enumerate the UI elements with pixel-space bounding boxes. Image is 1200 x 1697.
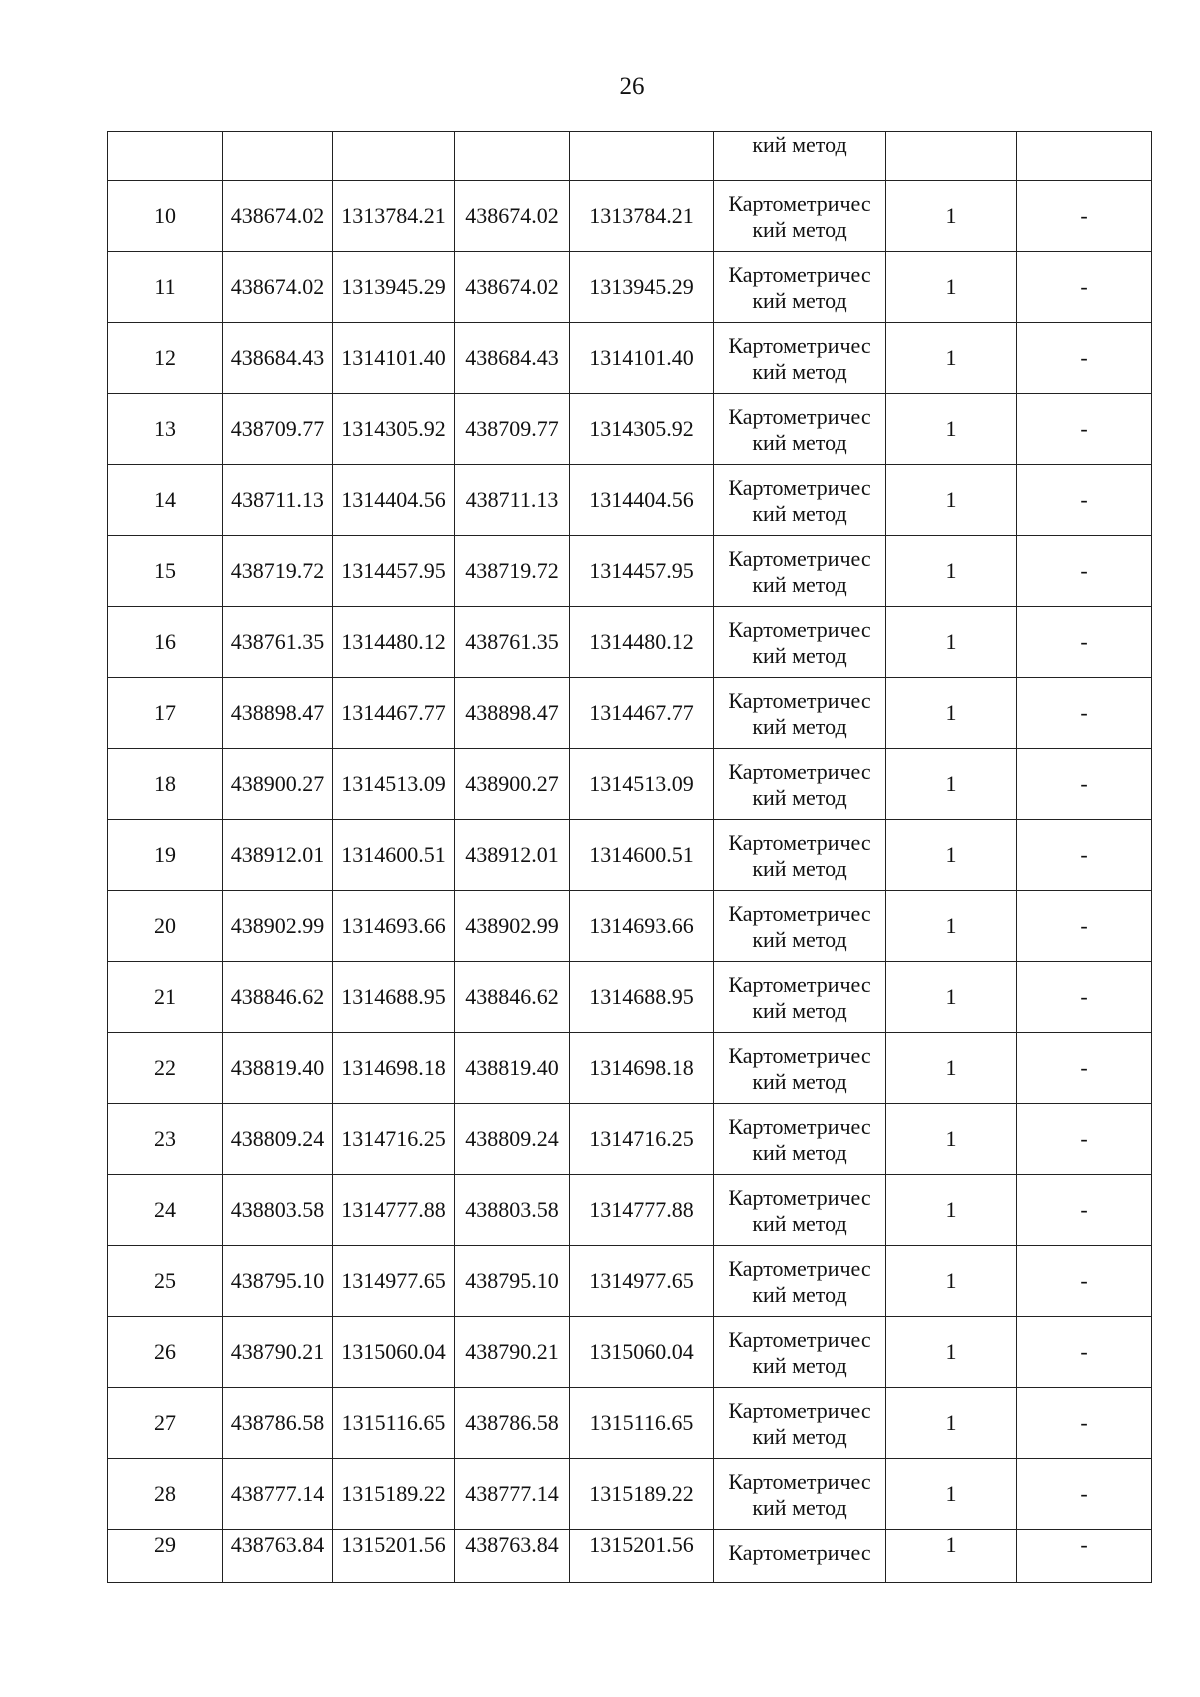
method-text: Картометричес bbox=[728, 190, 871, 216]
table-row bbox=[108, 678, 1152, 749]
table-row bbox=[108, 891, 1152, 962]
method-text: кий метод bbox=[752, 287, 847, 313]
cell-note: - bbox=[1017, 465, 1152, 536]
cell-method bbox=[714, 252, 886, 323]
cell-accuracy: 1 bbox=[886, 1388, 1017, 1459]
cell-x-old: 438763.84 bbox=[223, 1530, 333, 1583]
cell-number: 16 bbox=[108, 607, 223, 678]
method-text: Картометричес bbox=[728, 1397, 871, 1423]
method-text: кий метод bbox=[752, 1210, 847, 1236]
table-row bbox=[108, 1104, 1152, 1175]
cell-note: - bbox=[1017, 1530, 1152, 1583]
cell-x-new: 438795.10 bbox=[455, 1246, 570, 1317]
cell-x-old: 438674.02 bbox=[223, 252, 333, 323]
cell-y-new: 1314716.25 bbox=[570, 1104, 714, 1175]
cell-y-old: 1314698.18 bbox=[333, 1033, 455, 1104]
cell-x-old: 438709.77 bbox=[223, 394, 333, 465]
cell-y-old: 1314513.09 bbox=[333, 749, 455, 820]
cell-accuracy: 1 bbox=[886, 962, 1017, 1033]
cell-method bbox=[714, 1388, 886, 1459]
cell-y-new: 1313784.21 bbox=[570, 181, 714, 252]
cell-method bbox=[714, 1317, 886, 1388]
cell-number: 28 bbox=[108, 1459, 223, 1530]
method-text: кий метод bbox=[752, 1423, 847, 1449]
cell-y-new bbox=[570, 132, 714, 181]
cell-x-old: 438795.10 bbox=[223, 1246, 333, 1317]
cell-number: 29 bbox=[108, 1530, 223, 1583]
cell-y-new: 1314513.09 bbox=[570, 749, 714, 820]
cell-x-new: 438790.21 bbox=[455, 1317, 570, 1388]
cell-note: - bbox=[1017, 749, 1152, 820]
cell-method bbox=[714, 678, 886, 749]
cell-number: 10 bbox=[108, 181, 223, 252]
table-row bbox=[108, 1388, 1152, 1459]
method-text: кий метод bbox=[752, 997, 847, 1023]
cell-accuracy: 1 bbox=[886, 181, 1017, 252]
method-text: Картометричес bbox=[728, 687, 871, 713]
cell-method bbox=[714, 465, 886, 536]
method-text: Картометричес bbox=[728, 545, 871, 571]
cell-x-old: 438790.21 bbox=[223, 1317, 333, 1388]
cell-number bbox=[108, 132, 223, 181]
cell-y-old: 1314716.25 bbox=[333, 1104, 455, 1175]
cell-method bbox=[714, 394, 886, 465]
cell-x-old: 438786.58 bbox=[223, 1388, 333, 1459]
method-text: Картометричес bbox=[728, 758, 871, 784]
cell-method bbox=[714, 1033, 886, 1104]
cell-accuracy: 1 bbox=[886, 1530, 1017, 1583]
table-row bbox=[108, 607, 1152, 678]
cell-y-old: 1314467.77 bbox=[333, 678, 455, 749]
cell-method bbox=[714, 1459, 886, 1530]
cell-y-new: 1315189.22 bbox=[570, 1459, 714, 1530]
method-text: кий метод bbox=[752, 429, 847, 455]
cell-y-old: 1315201.56 bbox=[333, 1530, 455, 1583]
cell-y-new: 1313945.29 bbox=[570, 252, 714, 323]
cell-x-old: 438674.02 bbox=[223, 181, 333, 252]
cell-y-old: 1313945.29 bbox=[333, 252, 455, 323]
cell-method bbox=[714, 1175, 886, 1246]
table-row bbox=[108, 394, 1152, 465]
cell-accuracy: 1 bbox=[886, 749, 1017, 820]
cell-x-new: 438674.02 bbox=[455, 252, 570, 323]
table-row bbox=[108, 1033, 1152, 1104]
cell-x-new: 438719.72 bbox=[455, 536, 570, 607]
cell-number: 19 bbox=[108, 820, 223, 891]
table-row bbox=[108, 181, 1152, 252]
cell-number: 18 bbox=[108, 749, 223, 820]
method-text: кий метод bbox=[752, 713, 847, 739]
method-text: Картометричес bbox=[728, 1255, 871, 1281]
cell-note: - bbox=[1017, 1246, 1152, 1317]
cell-number: 26 bbox=[108, 1317, 223, 1388]
cell-x-old: 438846.62 bbox=[223, 962, 333, 1033]
cell-x-new: 438819.40 bbox=[455, 1033, 570, 1104]
method-text: кий метод bbox=[752, 1352, 847, 1378]
method-text: кий метод bbox=[752, 358, 847, 384]
cell-y-new: 1314698.18 bbox=[570, 1033, 714, 1104]
table-row bbox=[108, 749, 1152, 820]
method-text: кий метод bbox=[752, 642, 847, 668]
cell-note: - bbox=[1017, 394, 1152, 465]
cell-y-old: 1314600.51 bbox=[333, 820, 455, 891]
cell-y-new: 1314467.77 bbox=[570, 678, 714, 749]
method-text: кий метод bbox=[752, 500, 847, 526]
method-text: кий метод bbox=[752, 1281, 847, 1307]
table-row bbox=[108, 1246, 1152, 1317]
cell-number: 11 bbox=[108, 252, 223, 323]
cell-x-new: 438846.62 bbox=[455, 962, 570, 1033]
method-text: Картометричес bbox=[728, 261, 871, 287]
cell-y-old: 1314480.12 bbox=[333, 607, 455, 678]
page-number: 26 bbox=[619, 73, 645, 100]
cell-accuracy: 1 bbox=[886, 1175, 1017, 1246]
method-text: Картометричес bbox=[728, 474, 871, 500]
cell-y-old: 1313784.21 bbox=[333, 181, 455, 252]
table-row bbox=[108, 1530, 1152, 1583]
cell-note: - bbox=[1017, 252, 1152, 323]
cell-x-new: 438900.27 bbox=[455, 749, 570, 820]
cell-x-old: 438809.24 bbox=[223, 1104, 333, 1175]
method-text: кий метод bbox=[752, 1068, 847, 1094]
cell-y-old: 1314101.40 bbox=[333, 323, 455, 394]
method-text: Картометричес bbox=[728, 900, 871, 926]
cell-y-new: 1315060.04 bbox=[570, 1317, 714, 1388]
cell-y-old: 1314457.95 bbox=[333, 536, 455, 607]
table-body bbox=[108, 132, 1152, 1583]
cell-y-new: 1314305.92 bbox=[570, 394, 714, 465]
cell-number: 21 bbox=[108, 962, 223, 1033]
method-text: кий метод bbox=[752, 784, 847, 810]
cell-x-old: 438912.01 bbox=[223, 820, 333, 891]
cell-number: 13 bbox=[108, 394, 223, 465]
cell-method bbox=[714, 323, 886, 394]
method-text: кий метод bbox=[752, 1494, 847, 1520]
method-text: Картометричес bbox=[728, 1184, 871, 1210]
cell-accuracy: 1 bbox=[886, 891, 1017, 962]
cell-number: 17 bbox=[108, 678, 223, 749]
cell-method bbox=[714, 181, 886, 252]
cell-x-new: 438684.43 bbox=[455, 323, 570, 394]
cell-accuracy: 1 bbox=[886, 820, 1017, 891]
method-text: Картометричес bbox=[728, 1540, 871, 1565]
cell-accuracy: 1 bbox=[886, 1459, 1017, 1530]
cell-accuracy: 1 bbox=[886, 1246, 1017, 1317]
method-text: кий метод bbox=[752, 216, 847, 242]
cell-accuracy: 1 bbox=[886, 1033, 1017, 1104]
cell-y-old: 1315189.22 bbox=[333, 1459, 455, 1530]
cell-note: - bbox=[1017, 1459, 1152, 1530]
cell-x-new: 438803.58 bbox=[455, 1175, 570, 1246]
cell-accuracy: 1 bbox=[886, 1104, 1017, 1175]
cell-note: - bbox=[1017, 1388, 1152, 1459]
cell-number: 12 bbox=[108, 323, 223, 394]
cell-y-old: 1314305.92 bbox=[333, 394, 455, 465]
cell-note: - bbox=[1017, 820, 1152, 891]
method-text: кий метод bbox=[752, 132, 847, 157]
table-row bbox=[108, 536, 1152, 607]
cell-y-new: 1314977.65 bbox=[570, 1246, 714, 1317]
cell-y-new: 1314600.51 bbox=[570, 820, 714, 891]
method-text: Картометричес bbox=[728, 1468, 871, 1494]
cell-x-new: 438709.77 bbox=[455, 394, 570, 465]
cell-x-old: 438719.72 bbox=[223, 536, 333, 607]
method-text: Картометричес bbox=[728, 1326, 871, 1352]
cell-x-old: 438803.58 bbox=[223, 1175, 333, 1246]
cell-note: - bbox=[1017, 181, 1152, 252]
cell-y-new: 1314480.12 bbox=[570, 607, 714, 678]
table-row bbox=[108, 1175, 1152, 1246]
cell-number: 25 bbox=[108, 1246, 223, 1317]
cell-x-old: 438900.27 bbox=[223, 749, 333, 820]
cell-method bbox=[714, 1530, 886, 1583]
method-text: Картометричес bbox=[728, 403, 871, 429]
cell-note: - bbox=[1017, 323, 1152, 394]
cell-method bbox=[714, 820, 886, 891]
method-text: Картометричес bbox=[728, 616, 871, 642]
method-text: кий метод bbox=[752, 855, 847, 881]
cell-note: - bbox=[1017, 1317, 1152, 1388]
cell-y-old: 1315116.65 bbox=[333, 1388, 455, 1459]
cell-y-new: 1315116.65 bbox=[570, 1388, 714, 1459]
cell-y-new: 1314693.66 bbox=[570, 891, 714, 962]
cell-y-old: 1314404.56 bbox=[333, 465, 455, 536]
cell-x-new: 438674.02 bbox=[455, 181, 570, 252]
cell-accuracy bbox=[886, 132, 1017, 181]
cell-number: 15 bbox=[108, 536, 223, 607]
cell-x-old: 438761.35 bbox=[223, 607, 333, 678]
cell-number: 20 bbox=[108, 891, 223, 962]
cell-y-new: 1314404.56 bbox=[570, 465, 714, 536]
cell-y-new: 1314777.88 bbox=[570, 1175, 714, 1246]
coordinates-table bbox=[107, 131, 1152, 1583]
cell-y-new: 1314457.95 bbox=[570, 536, 714, 607]
cell-x-new: 438777.14 bbox=[455, 1459, 570, 1530]
cell-y-old: 1315060.04 bbox=[333, 1317, 455, 1388]
cell-x-new: 438809.24 bbox=[455, 1104, 570, 1175]
cell-accuracy: 1 bbox=[886, 465, 1017, 536]
table-row bbox=[108, 1317, 1152, 1388]
cell-method bbox=[714, 607, 886, 678]
cell-accuracy: 1 bbox=[886, 252, 1017, 323]
method-text: Картометричес bbox=[728, 829, 871, 855]
method-text: кий метод bbox=[752, 571, 847, 597]
cell-y-old: 1314693.66 bbox=[333, 891, 455, 962]
cell-method bbox=[714, 962, 886, 1033]
cell-y-new: 1315201.56 bbox=[570, 1530, 714, 1583]
cell-y-old: 1314977.65 bbox=[333, 1246, 455, 1317]
cell-number: 23 bbox=[108, 1104, 223, 1175]
cell-x-new: 438898.47 bbox=[455, 678, 570, 749]
table-row-continuation bbox=[108, 132, 1152, 181]
cell-x-new bbox=[455, 132, 570, 181]
cell-x-old: 438684.43 bbox=[223, 323, 333, 394]
cell-number: 14 bbox=[108, 465, 223, 536]
cell-y-new: 1314101.40 bbox=[570, 323, 714, 394]
cell-x-new: 438761.35 bbox=[455, 607, 570, 678]
cell-note: - bbox=[1017, 1104, 1152, 1175]
method-text: Картометричес bbox=[728, 971, 871, 997]
method-text: Картометричес bbox=[728, 1113, 871, 1139]
cell-note: - bbox=[1017, 891, 1152, 962]
cell-note bbox=[1017, 132, 1152, 181]
cell-accuracy: 1 bbox=[886, 607, 1017, 678]
cell-accuracy: 1 bbox=[886, 394, 1017, 465]
cell-note: - bbox=[1017, 1033, 1152, 1104]
cell-note: - bbox=[1017, 536, 1152, 607]
cell-x-new: 438763.84 bbox=[455, 1530, 570, 1583]
cell-number: 22 bbox=[108, 1033, 223, 1104]
cell-y-old: 1314688.95 bbox=[333, 962, 455, 1033]
cell-x-old: 438777.14 bbox=[223, 1459, 333, 1530]
cell-accuracy: 1 bbox=[886, 678, 1017, 749]
cell-x-old: 438902.99 bbox=[223, 891, 333, 962]
cell-note: - bbox=[1017, 607, 1152, 678]
method-text: кий метод bbox=[752, 926, 847, 952]
cell-x-old: 438898.47 bbox=[223, 678, 333, 749]
cell-x-new: 438711.13 bbox=[455, 465, 570, 536]
cell-method bbox=[714, 891, 886, 962]
cell-accuracy: 1 bbox=[886, 1317, 1017, 1388]
cell-method bbox=[714, 1246, 886, 1317]
table-row bbox=[108, 820, 1152, 891]
cell-y-old bbox=[333, 132, 455, 181]
cell-method bbox=[714, 1104, 886, 1175]
cell-method bbox=[714, 749, 886, 820]
cell-note: - bbox=[1017, 678, 1152, 749]
cell-y-new: 1314688.95 bbox=[570, 962, 714, 1033]
method-text: кий метод bbox=[752, 1139, 847, 1165]
table-row bbox=[108, 1459, 1152, 1530]
cell-x-new: 438912.01 bbox=[455, 820, 570, 891]
cell-x-old bbox=[223, 132, 333, 181]
cell-note: - bbox=[1017, 962, 1152, 1033]
table-row bbox=[108, 252, 1152, 323]
cell-accuracy: 1 bbox=[886, 323, 1017, 394]
cell-method bbox=[714, 536, 886, 607]
method-text: Картометричес bbox=[728, 1042, 871, 1068]
cell-note: - bbox=[1017, 1175, 1152, 1246]
table-row bbox=[108, 465, 1152, 536]
cell-x-new: 438902.99 bbox=[455, 891, 570, 962]
cell-x-old: 438711.13 bbox=[223, 465, 333, 536]
cell-y-old: 1314777.88 bbox=[333, 1175, 455, 1246]
table-row bbox=[108, 962, 1152, 1033]
cell-number: 27 bbox=[108, 1388, 223, 1459]
cell-accuracy: 1 bbox=[886, 536, 1017, 607]
cell-x-new: 438786.58 bbox=[455, 1388, 570, 1459]
method-text: Картометричес bbox=[728, 332, 871, 358]
table-row bbox=[108, 323, 1152, 394]
cell-method bbox=[714, 132, 886, 181]
cell-x-old: 438819.40 bbox=[223, 1033, 333, 1104]
cell-number: 24 bbox=[108, 1175, 223, 1246]
